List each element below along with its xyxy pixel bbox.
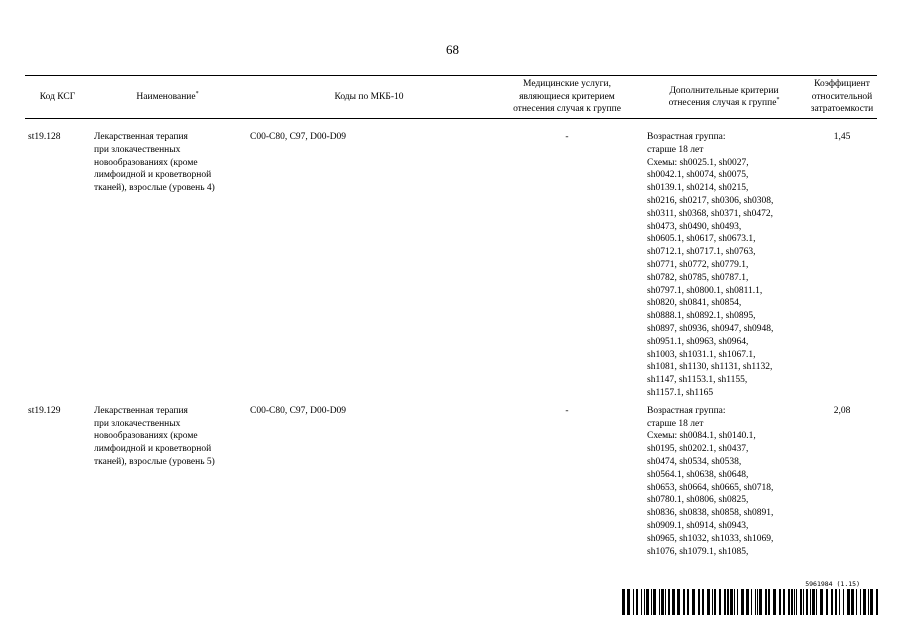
barcode-bar — [622, 589, 625, 615]
criteria-line: sh0797.1, sh0800.1, sh0811.1, — [647, 285, 763, 296]
barcode-bar — [847, 589, 850, 615]
criteria-line: sh0771, sh0772, sh0779.1, — [647, 259, 749, 270]
barcode-bar — [791, 589, 793, 615]
barcode-bar — [759, 589, 762, 615]
row-mkb-codes: C00-C80, C97, D00-D09 — [250, 405, 347, 416]
ksg-table — [25, 75, 877, 558]
criteria-line: sh1076, sh1079.1, sh1085, — [647, 546, 749, 557]
criteria-line: sh1157.1, sh1165 — [647, 387, 714, 398]
criteria-line: sh0888.1, sh0892.1, sh0895, — [647, 311, 756, 322]
row-name: Лекарственная терапия при злокачественных новообразованиях (кроме лимфоидной и кроветворной тканей), взрослые (уровень 5) — [94, 405, 215, 467]
barcode-bar — [707, 589, 710, 615]
criteria-line: sh0564.1, sh0638, sh0648, — [647, 469, 749, 480]
barcode-bar — [835, 589, 837, 615]
row-coefficient: 2,08 — [833, 405, 851, 416]
row-code: st19.129 — [28, 405, 61, 416]
criteria-line: Возрастная группа: — [647, 132, 726, 142]
barcode-bar — [779, 589, 781, 615]
barcode-image — [622, 589, 880, 615]
header-coefficient: Коэффициент относительной затратоемкости — [810, 79, 874, 115]
barcode-bar — [860, 589, 861, 615]
barcode-bar — [692, 589, 695, 615]
row-services: - — [565, 132, 569, 142]
criteria-line: sh0951.1, sh0963, sh0964, — [647, 336, 749, 347]
criteria-line: sh0473, sh0490, sh0493, — [647, 221, 742, 232]
barcode-bar — [755, 589, 756, 615]
barcode-bar — [672, 589, 675, 615]
criteria-line: sh0605.1, sh0617, sh0673.1, — [647, 234, 756, 245]
barcode-bar — [712, 589, 713, 615]
criteria-line: Возрастная группа: — [647, 405, 726, 416]
barcode-bar — [751, 589, 752, 615]
barcode-bar — [843, 589, 844, 615]
barcode-bar — [757, 589, 758, 615]
barcode-bar — [727, 589, 729, 615]
barcode-bar — [851, 589, 854, 615]
barcode-bar — [803, 589, 804, 615]
barcode-bar — [651, 589, 652, 615]
row-criteria — [641, 131, 807, 400]
criteria-line: sh0311, sh0368, sh0371, sh0472, — [647, 208, 774, 219]
header-code: Код КСГ — [39, 91, 76, 102]
criteria-line: sh0712.1, sh0717.1, sh0763, — [647, 247, 756, 258]
barcode-bar — [839, 589, 840, 615]
criteria-line: старше 18 лет — [647, 418, 704, 429]
barcode-bar — [659, 589, 660, 615]
barcode-bar — [677, 589, 680, 615]
barcode-bar — [661, 589, 664, 615]
barcode-bar — [806, 589, 808, 615]
criteria-line: sh0195, sh0202.1, sh0437, — [647, 444, 749, 455]
barcode-bar — [794, 589, 795, 615]
table-row — [25, 131, 877, 400]
criteria-line: sh0836, sh0838, sh0858, sh0891, — [647, 508, 774, 519]
barcode-bar — [683, 589, 685, 615]
barcode-bar — [856, 589, 857, 615]
barcode-bar — [796, 589, 797, 615]
row-mkb-codes: C00-C80, C97, D00-D09 — [250, 132, 347, 142]
barcode-bar — [863, 589, 866, 615]
row-services: - — [565, 405, 569, 416]
barcode-bar — [868, 589, 869, 615]
barcode-bar — [734, 589, 735, 615]
barcode-bar — [831, 589, 833, 615]
criteria-line: sh0653, sh0664, sh0665, sh0718, — [647, 482, 774, 493]
criteria-line: sh0897, sh0936, sh0947, sh0948, — [647, 323, 774, 334]
barcode-caption: 5961984 (1.15) — [805, 580, 860, 588]
criteria-line: Схемы: sh0084.1, sh0140.1, — [647, 431, 756, 442]
barcode-bar — [665, 589, 666, 615]
barcode-bar — [768, 589, 770, 615]
barcode-bar — [724, 589, 726, 615]
barcode-bar — [773, 589, 776, 615]
barcode-bar — [627, 589, 630, 615]
barcode-bar — [636, 589, 638, 615]
barcode-bar — [826, 589, 828, 615]
page-number: 68 — [446, 42, 459, 57]
row-coefficient: 1,45 — [833, 132, 851, 142]
row-criteria — [641, 405, 807, 559]
table-header — [25, 75, 877, 119]
barcode-bar — [810, 589, 811, 615]
barcode-bar — [719, 589, 721, 615]
barcode-bar — [746, 589, 749, 615]
barcode-bar — [800, 589, 802, 615]
barcode-bar — [812, 589, 815, 615]
criteria-line: sh0474, sh0534, sh0538, — [647, 456, 742, 467]
row-name: Лекарственная терапия при злокачественных новообразованиях (кроме лимфоидной и кроветворной тканей), взрослые (уровень 4) — [94, 132, 215, 194]
barcode-bar — [783, 589, 785, 615]
criteria-line: sh0139.1, sh0214, sh0215, — [647, 183, 749, 194]
barcode-bar — [644, 589, 645, 615]
barcode-bar — [820, 589, 823, 615]
header-services: Медицинские услуги, являющиеся критерием отнесения случая к группе — [513, 79, 621, 115]
criteria-line: старше 18 лет — [647, 144, 704, 155]
criteria-line: Схемы: sh0025.1, sh0027, — [647, 157, 749, 168]
barcode-bar — [633, 589, 634, 615]
criteria-line: sh1081, sh1130, sh1131, sh1132, — [647, 362, 773, 373]
barcode-bar — [641, 589, 642, 615]
barcode-bar — [698, 589, 700, 615]
barcode-bar — [876, 589, 878, 615]
barcode-bar — [741, 589, 744, 615]
criteria-line: sh0780.1, sh0806, sh0825, — [647, 495, 749, 506]
barcode-bar — [870, 589, 873, 615]
criteria-line: sh0216, sh0217, sh0306, sh0308, — [647, 195, 774, 206]
criteria-line: sh0820, sh0841, sh0854, — [647, 298, 742, 309]
barcode-bar — [788, 589, 790, 615]
barcode-bar — [702, 589, 704, 615]
barcode-bar — [737, 589, 738, 615]
header-mkb: Коды по МКБ-10 — [334, 91, 404, 102]
criteria-line: sh0782, sh0785, sh0787.1, — [647, 272, 749, 283]
barcode-block — [622, 580, 880, 615]
barcode-bar — [687, 589, 689, 615]
criteria-line: sh0965, sh1032, sh1033, sh1069, — [647, 533, 774, 544]
barcode-bar — [668, 589, 670, 615]
barcode-bar — [653, 589, 656, 615]
barcode-bar — [816, 589, 817, 615]
criteria-line: sh1147, sh1153.1, sh1155, — [647, 375, 748, 386]
header-name: Наименование* — [136, 90, 199, 102]
barcode-bar — [714, 589, 716, 615]
barcode-bar — [730, 589, 733, 615]
barcode-bar — [765, 589, 767, 615]
criteria-line: sh0909.1, sh0914, sh0943, — [647, 520, 749, 531]
table-row — [25, 405, 877, 559]
row-code: st19.128 — [28, 132, 61, 142]
criteria-line: sh0042.1, sh0074, sh0075, — [647, 170, 749, 181]
barcode-bar — [646, 589, 649, 615]
criteria-line: sh1003, sh1031.1, sh1067.1, — [647, 349, 756, 360]
header-criteria: Дополнительные критерии отнесения случая к группе* — [668, 85, 780, 108]
